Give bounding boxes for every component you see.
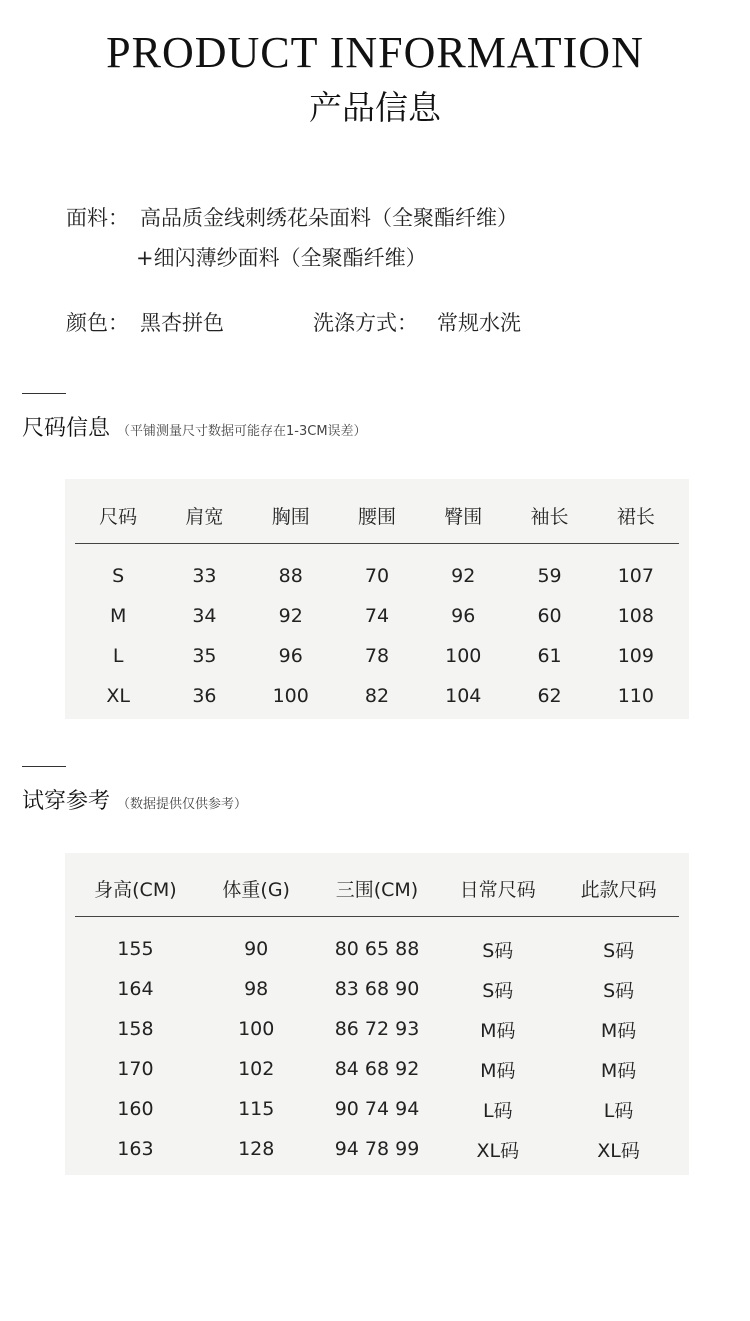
table-row — [75, 1009, 679, 1049]
table-cell: L — [112, 645, 124, 667]
table-cell: 109 — [617, 645, 654, 667]
table-cell: S码 — [603, 939, 635, 962]
table-cell: 160 — [117, 1098, 154, 1120]
table-cell: S码 — [482, 979, 514, 1002]
color-value: 黑杏拼色 — [140, 311, 224, 335]
table-cell: L码 — [482, 1099, 513, 1122]
table-cell: 70 — [364, 565, 390, 587]
table-cell: 61 — [537, 645, 562, 667]
wash-label: 洗涤方式： — [313, 311, 418, 335]
fabric-value-line1: 高品质金线刺绣花朵面料（全聚酯纤维） — [140, 206, 518, 230]
table-cell: 86 72 93 — [334, 1018, 420, 1040]
table-cell: 90 — [244, 938, 269, 960]
table-cell: 84 68 92 — [334, 1058, 420, 1080]
fit-section-note: （数据提供仅供参考） — [117, 797, 248, 812]
column-header: 日常尺码 — [437, 860, 558, 917]
fabric-value-line2: +细闪薄纱面料（全聚酯纤维） — [136, 246, 427, 270]
table-cell: XL码 — [597, 1139, 640, 1162]
column-header: 三围(CM) — [317, 860, 438, 917]
table-cell: 92 — [451, 565, 476, 587]
table-cell: 110 — [617, 685, 654, 707]
table-row — [75, 917, 679, 970]
column-header: 体重(G) — [196, 860, 317, 917]
table-cell: S码 — [603, 979, 635, 1002]
table-cell: L码 — [603, 1099, 634, 1122]
column-header: 袖长 — [506, 487, 592, 544]
table-cell: 163 — [117, 1138, 154, 1160]
column-header: 身高(CM) — [75, 860, 196, 917]
table-cell: 83 68 90 — [334, 978, 420, 1000]
size-table — [75, 487, 679, 716]
table-cell: 59 — [537, 565, 562, 587]
table-row — [75, 1089, 679, 1129]
table-cell: M码 — [600, 1019, 637, 1042]
fit-table-header — [75, 860, 679, 917]
column-header: 胸围 — [248, 487, 334, 544]
table-cell: M码 — [600, 1059, 637, 1082]
table-cell: 36 — [192, 685, 217, 707]
table-row — [75, 636, 679, 676]
table-row — [75, 544, 679, 597]
table-cell: S — [112, 565, 125, 587]
wash-value: 常规水洗 — [437, 311, 521, 335]
table-cell: 60 — [537, 605, 562, 627]
fabric-label: 面料： — [66, 206, 129, 230]
table-cell: 82 — [364, 685, 390, 707]
table-cell: M — [109, 605, 127, 627]
fit-section-heading — [22, 787, 247, 820]
table-cell: XL — [106, 685, 130, 707]
table-cell: 74 — [364, 605, 390, 627]
page-title-en: PRODUCT INFORMATION — [106, 28, 644, 77]
table-cell: 96 — [278, 645, 303, 667]
table-cell: 88 — [278, 565, 303, 587]
page-title-zh: 产品信息 — [309, 88, 441, 127]
table-cell: 100 — [272, 685, 309, 707]
table-cell: 98 — [244, 978, 269, 1000]
column-header: 臀围 — [420, 487, 506, 544]
size-section-heading — [22, 414, 367, 447]
table-cell: 80 65 88 — [334, 938, 420, 960]
table-cell: 107 — [617, 565, 654, 587]
table-cell: 90 74 94 — [334, 1098, 420, 1120]
size-table-panel — [65, 479, 689, 719]
table-cell: 34 — [192, 605, 217, 627]
color-label: 颜色： — [66, 311, 129, 335]
column-header: 肩宽 — [161, 487, 247, 544]
fit-section-divider — [22, 766, 66, 767]
table-row — [75, 596, 679, 636]
table-cell: 170 — [117, 1058, 154, 1080]
table-cell: 102 — [238, 1058, 275, 1080]
size-section-note: （平铺测量尺寸数据可能存在1-3CM误差） — [117, 424, 367, 439]
table-cell: 115 — [238, 1098, 275, 1120]
size-table-header — [75, 487, 679, 544]
table-cell: 94 78 99 — [334, 1138, 420, 1160]
column-header: 此款尺码 — [558, 860, 679, 917]
table-cell: 92 — [278, 605, 303, 627]
table-cell: 33 — [192, 565, 217, 587]
table-cell: 100 — [445, 645, 482, 667]
fit-table — [75, 860, 679, 1169]
size-section-divider — [22, 393, 66, 394]
table-cell: 108 — [617, 605, 654, 627]
table-cell: M码 — [480, 1059, 516, 1082]
fit-table-panel — [65, 853, 689, 1175]
column-header: 尺码 — [75, 487, 161, 544]
size-section-title: 尺码信息 — [22, 416, 111, 441]
table-row — [75, 1049, 679, 1089]
table-cell: 104 — [445, 685, 482, 707]
table-cell: 155 — [117, 938, 154, 960]
table-cell: 158 — [117, 1018, 154, 1040]
table-cell: XL码 — [476, 1139, 520, 1162]
table-row — [75, 969, 679, 1009]
table-cell: S码 — [482, 939, 514, 962]
table-cell: 62 — [537, 685, 562, 707]
table-cell: 35 — [192, 645, 217, 667]
fit-section-title: 试穿参考 — [22, 789, 111, 814]
table-row — [75, 676, 679, 716]
table-row — [75, 1129, 679, 1169]
table-cell: 100 — [238, 1018, 275, 1040]
table-cell: M码 — [480, 1019, 516, 1042]
column-header: 裙长 — [593, 487, 679, 544]
table-cell: 128 — [238, 1138, 275, 1160]
table-cell: 78 — [364, 645, 390, 667]
table-cell: 96 — [451, 605, 476, 627]
column-header: 腰围 — [334, 487, 420, 544]
table-cell: 164 — [117, 978, 154, 1000]
